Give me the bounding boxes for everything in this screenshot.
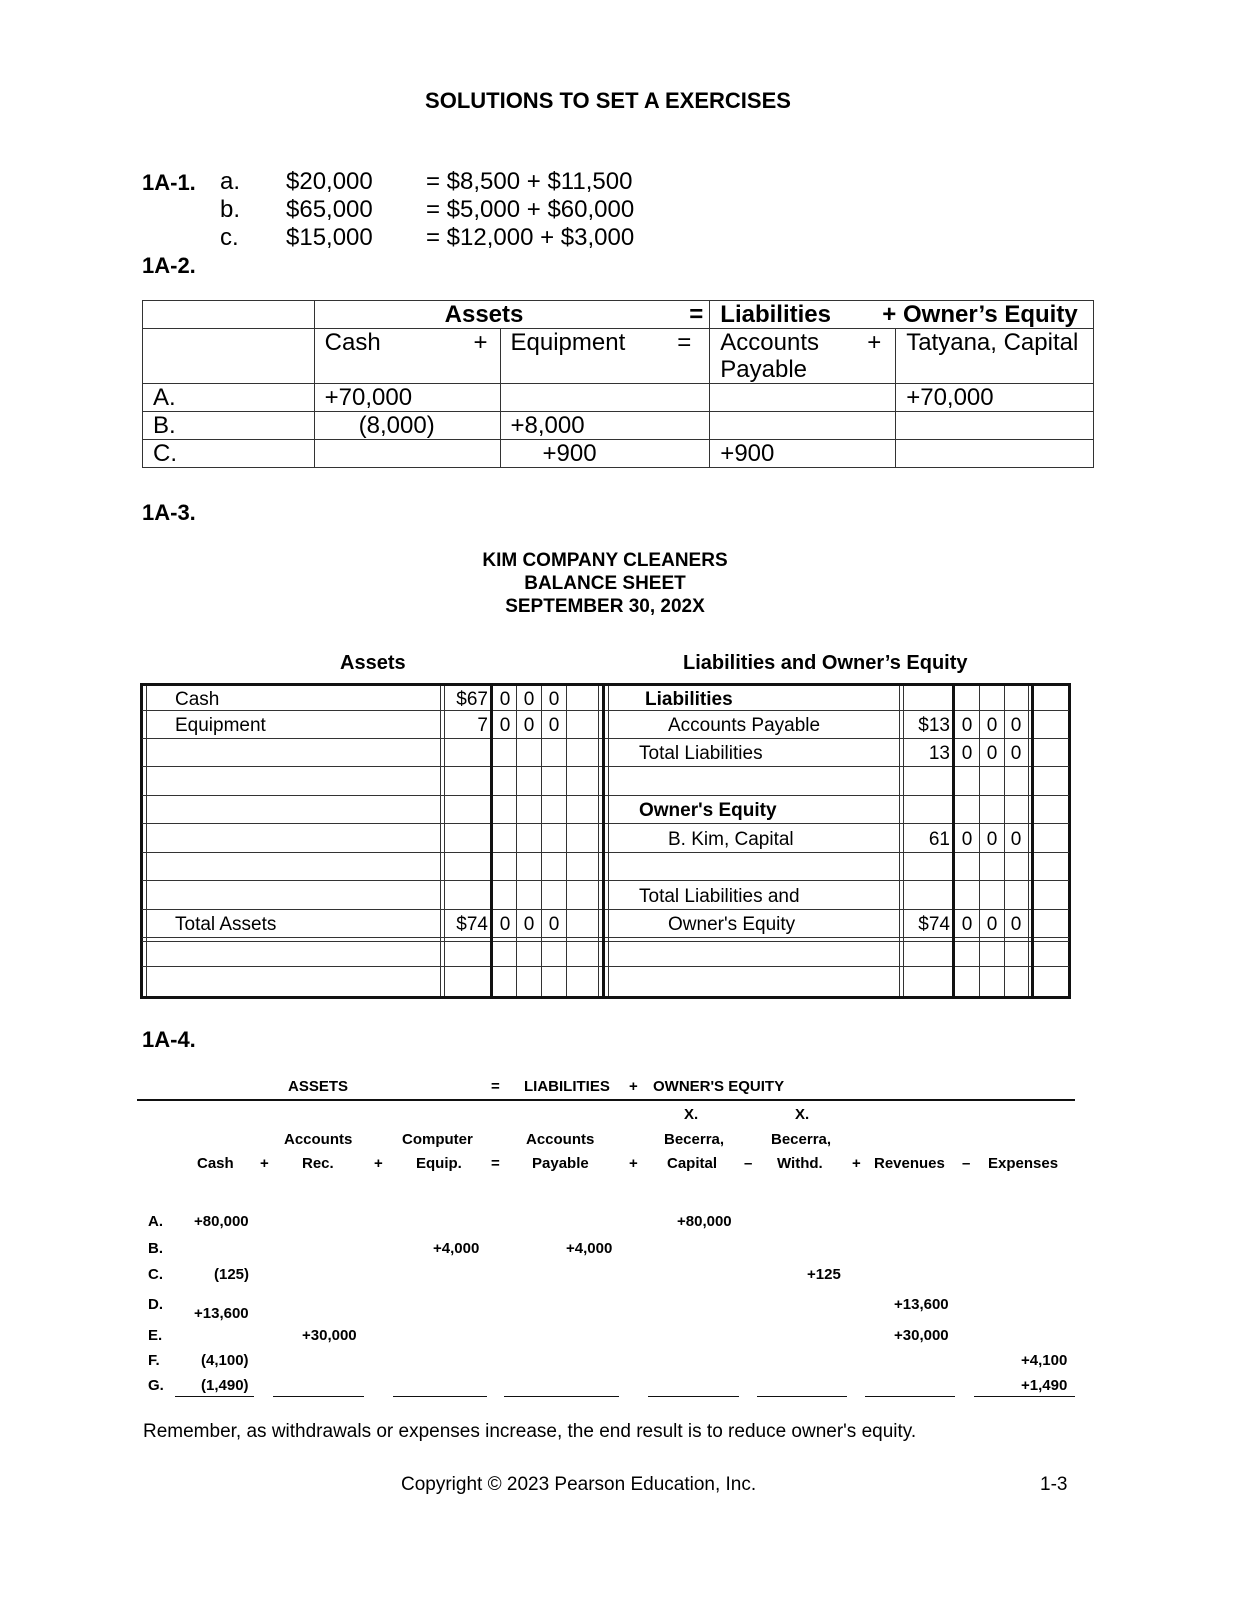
liabilities-equity-heading: Liabilities and Owner’s Equity (683, 652, 968, 674)
exercise-1a3-label: 1A-3. (142, 500, 196, 525)
row-label: E. (148, 1327, 163, 1344)
accounts-payable-value: +4,000 (566, 1240, 613, 1257)
ex1-letter-a: a. (220, 168, 241, 195)
accounts-rec-value: +30,000 (302, 1327, 357, 1344)
ap-col-header (710, 329, 896, 384)
capital-initial: X. (684, 1106, 699, 1123)
equipment-heading: Equipment (510, 329, 626, 356)
revenues-value: +30,000 (894, 1327, 949, 1344)
exercise-1a4-label: 1A-4. (142, 1027, 196, 1052)
digit: 0 (986, 914, 998, 935)
plus-sign: + (629, 1155, 638, 1172)
ce-heading-line1: Computer (402, 1131, 473, 1148)
equipment-col-header (500, 329, 710, 384)
digit: 0 (499, 715, 511, 736)
ap-heading-line2: Payable (532, 1155, 589, 1172)
cash-col-header (314, 329, 500, 384)
total-liabilities-amount: 13 (928, 743, 950, 764)
equals-sign: = (689, 301, 704, 328)
total-le-label-line1: Total Liabilities and (639, 886, 800, 907)
ce-heading-line2: Equip. (416, 1155, 462, 1172)
table-subheader-row (143, 329, 1094, 384)
withdrawal-heading-line1: Becerra, (771, 1131, 832, 1148)
capital-amount: 61 (928, 829, 950, 850)
row-label: A. (148, 1213, 163, 1230)
copyright-text: Copyright © 2023 Pearson Education, Inc. (401, 1474, 757, 1495)
owners-equity-heading: OWNER'S EQUITY (653, 1078, 785, 1095)
equals-sign: = (491, 1078, 500, 1095)
liabilities-oe-header (710, 301, 1094, 329)
revenues-heading: Revenues (874, 1155, 945, 1172)
total-assets-amount: $74 (456, 914, 488, 935)
capital-value: +80,000 (677, 1213, 732, 1230)
digit: 0 (499, 914, 511, 935)
ar-heading-line2: Rec. (302, 1155, 334, 1172)
row-label: B. (148, 1240, 163, 1257)
ex1-equation-b: = $5,000 + $60,000 (426, 196, 635, 223)
cash-heading: Cash (324, 329, 381, 356)
withdrawal-value: +125 (807, 1266, 841, 1283)
plus-sign: + (374, 1155, 383, 1172)
digit: 0 (523, 914, 535, 935)
liabilities-label: Liabilities (645, 689, 733, 710)
statement-name: BALANCE SHEET (524, 573, 686, 594)
capital-heading-line2: Capital (667, 1155, 718, 1172)
owners-equity-heading: + Owner’s Equity (882, 301, 1078, 328)
equipment-label: Equipment (175, 715, 266, 736)
row-label: F. (148, 1352, 160, 1369)
assets-header (314, 301, 710, 329)
ex1-equation-a: = $8,500 + $11,500 (426, 168, 633, 195)
ex1-amount-c: $15,000 (286, 224, 373, 251)
accounting-equation-table (142, 300, 1094, 468)
plus-sign: + (867, 329, 882, 356)
table-row: A. +70,000 +70,000 (143, 384, 1094, 412)
digit: 0 (986, 715, 998, 736)
minus-sign: – (962, 1155, 971, 1172)
digit: 0 (961, 914, 973, 935)
plus-sign: + (260, 1155, 269, 1172)
total-liabilities-label: Total Liabilities (639, 743, 763, 764)
assets-heading: Assets (340, 652, 406, 674)
expenses-value: +4,100 (1021, 1352, 1068, 1369)
cash-value: +80,000 (194, 1213, 249, 1230)
ex1-amount-b: $65,000 (286, 196, 373, 223)
statement-date: SEPTEMBER 30, 202X (505, 596, 705, 617)
total-assets-label: Total Assets (175, 914, 277, 935)
digit: 0 (961, 715, 973, 736)
cash-heading: Cash (197, 1155, 234, 1172)
expenses-value: +1,490 (1021, 1377, 1068, 1394)
plus-sign: + (473, 329, 488, 356)
digit: 0 (986, 829, 998, 850)
equals-sign: = (677, 329, 692, 356)
row-label: G. (148, 1377, 164, 1394)
exercise-1a1-label: 1A-1. (142, 170, 196, 195)
page-number: 1-3 (1040, 1474, 1068, 1495)
row-label: C. (148, 1266, 163, 1283)
plus-sign: + (629, 1078, 638, 1095)
ap-heading-line1: Accounts (526, 1131, 595, 1148)
closing-note: Remember, as withdrawals or expenses increase, the end result is to reduce owner's equity. (143, 1421, 917, 1442)
ex1-letter-b: b. (220, 196, 241, 223)
digit: 0 (548, 689, 560, 710)
liabilities-heading: LIABILITIES (524, 1078, 610, 1095)
cash-value: +13,600 (194, 1305, 249, 1322)
digit: 0 (986, 743, 998, 764)
ar-heading-line1: Accounts (284, 1131, 353, 1148)
expenses-heading: Expenses (988, 1155, 1059, 1172)
owners-equity-label: Owner's Equity (639, 800, 777, 821)
ex1-equation-c: = $12,000 + $3,000 (426, 224, 635, 251)
accounts-payable-label: Accounts Payable (668, 715, 821, 736)
page-title: SOLUTIONS TO SET A EXERCISES (425, 88, 791, 113)
exercise-1a2-label: 1A-2. (142, 253, 196, 278)
table-row: B. (8,000) +8,000 (143, 412, 1094, 440)
digit: 0 (1010, 743, 1022, 764)
withdrawal-initial: X. (795, 1106, 810, 1123)
company-name: KIM COMPANY CLEANERS (482, 550, 728, 571)
total-le-label-line2: Owner's Equity (668, 914, 796, 935)
total-le-amount: $74 (918, 914, 950, 935)
ex1-amount-a: $20,000 (286, 168, 373, 195)
withdrawal-heading-line2: Withd. (777, 1155, 823, 1172)
table-row: C. +900 +900 (143, 440, 1094, 468)
capital-col-header: Tatyana, Capital (896, 329, 1094, 384)
cash-value: (1,490) (201, 1377, 249, 1394)
row-label: D. (148, 1296, 163, 1313)
assets-heading: ASSETS (288, 1078, 349, 1095)
digit: 0 (523, 689, 535, 710)
digit: 0 (961, 743, 973, 764)
equipment-amount: 7 (477, 715, 488, 736)
accounts-payable-heading: Accounts Payable (720, 329, 820, 383)
revenues-value: +13,600 (894, 1296, 949, 1313)
cash-value: (4,100) (201, 1352, 249, 1369)
digit: 0 (548, 715, 560, 736)
cash-label: Cash (175, 689, 220, 710)
digit: 0 (1010, 914, 1022, 935)
capital-label: B. Kim, Capital (668, 829, 794, 850)
table-header-row (143, 301, 1094, 329)
capital-heading-line1: Becerra, (664, 1131, 725, 1148)
equals-sign: = (491, 1155, 500, 1172)
computer-equip-value: +4,000 (433, 1240, 480, 1257)
liabilities-heading: Liabilities (720, 301, 831, 328)
digit: 0 (523, 715, 535, 736)
digit: 0 (548, 914, 560, 935)
plus-sign: + (852, 1155, 861, 1172)
digit: 0 (961, 829, 973, 850)
minus-sign: – (744, 1155, 753, 1172)
cash-amount: $67 (456, 689, 488, 710)
ex1-letter-c: c. (220, 224, 239, 251)
cash-value: (125) (214, 1266, 250, 1283)
digit: 0 (1010, 829, 1022, 850)
digit: 0 (499, 689, 511, 710)
assets-heading: Assets (444, 301, 524, 328)
digit: 0 (1010, 715, 1022, 736)
accounts-payable-amount: $13 (918, 715, 950, 736)
